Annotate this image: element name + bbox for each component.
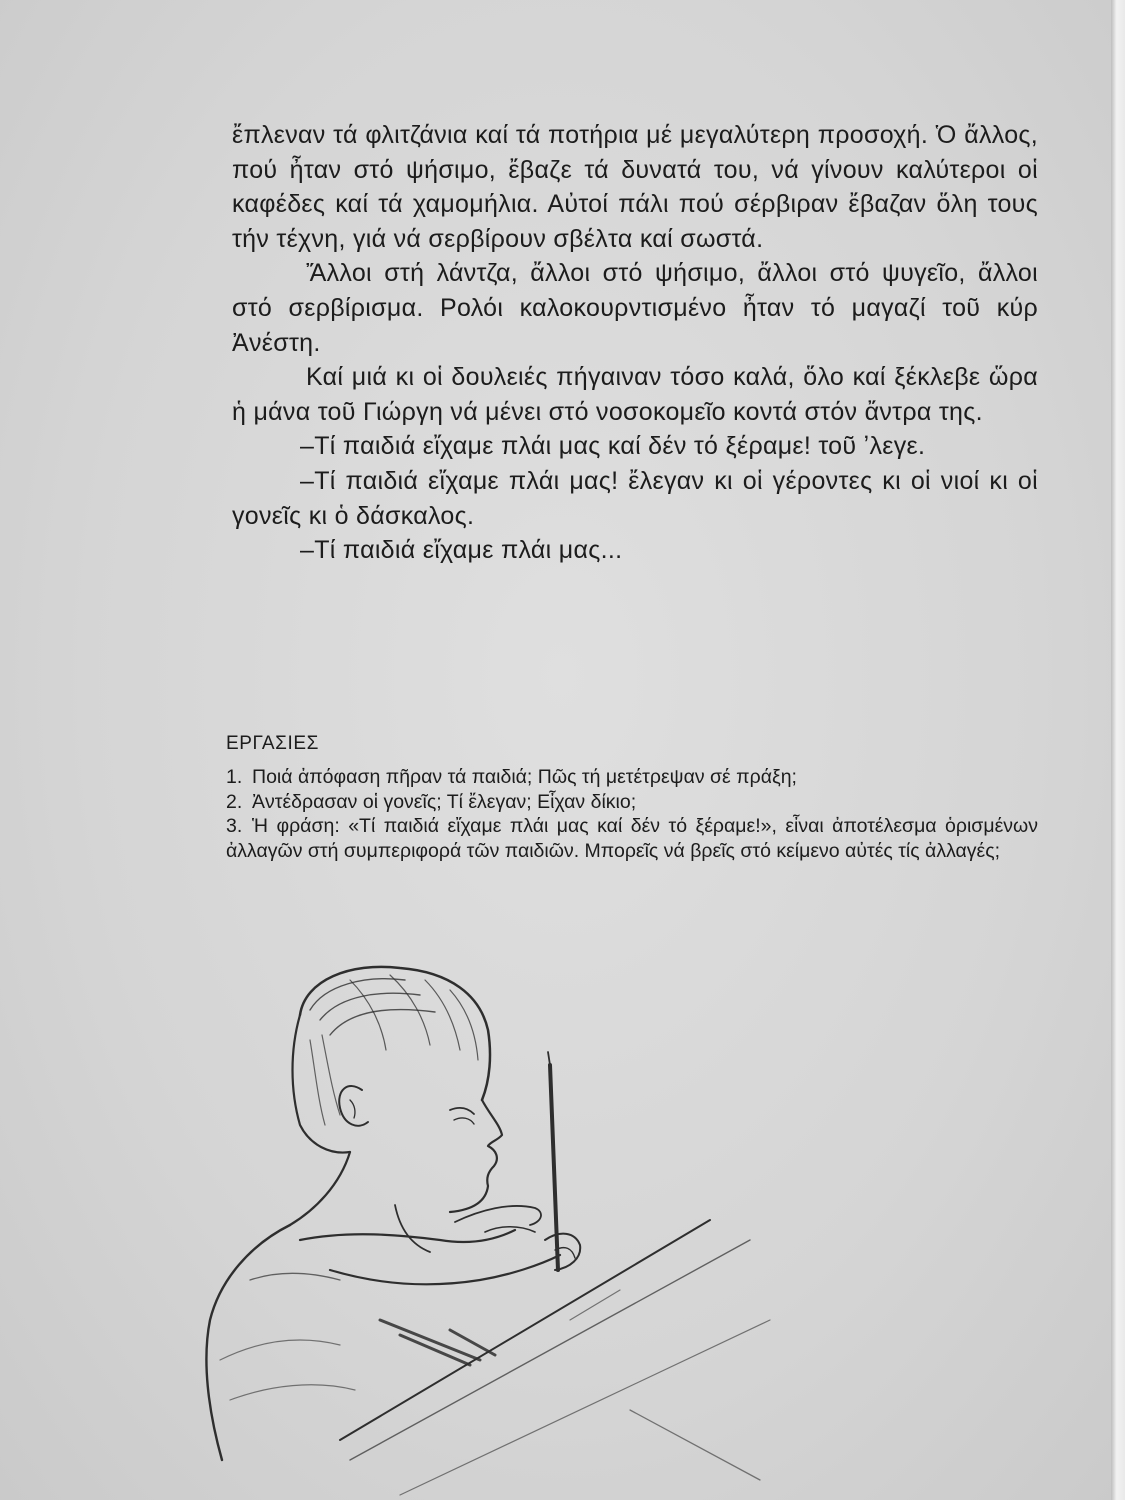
boy-pencil-sketch (150, 940, 930, 1500)
story-paragraph: Καί μιά κι οἱ δουλειές πήγαιναν τόσο καλά, ὅλο καί ξέκλεβε ὥρα ἡ μάνα τοῦ Γιώργη νά μένει στό νοσοκομεῖο κοντά στόν ἄντρα της. (232, 363, 1038, 426)
exercise-text: Ποιά ἀπόφαση πῆραν τά παιδιά; Πῶς τή μετέτρεψαν σέ πράξη; (252, 766, 797, 788)
exercise-item (226, 790, 1038, 815)
exercise-number: 2. (226, 790, 243, 813)
dialogue-line: –Τί παιδιά εἴχαμε πλάι μας καί δέν τό ξέραμε! τοῦ ʼλεγε. (300, 432, 926, 461)
exercise-number: 1. (226, 766, 243, 788)
story-paragraph: ἔπλεναν τά φλιτζάνια καί τά ποτήρια μέ μεγαλύτερη προσοχή. Ὁ ἄλλος, πού ἦταν στό ψήσιμο, ἔβαζε τά δυνατά του, νά γίνουν καλύτεροι οἱ καφέδες καί τά χαμομήλια. Αὐτοί πάλι πού σέρβιραν ἔβαζαν ὅλη τους τήν τέχνη, γιά νά σερβίρουν σβέλτα καί σωστά. (232, 121, 1038, 253)
exercise-number: 3. (226, 815, 243, 837)
page-edge (1111, 0, 1125, 1500)
dialogue-line: –Τί παιδιά εἴχαμε πλάι μας! ἔλεγαν κι οἱ γέροντες κι οἱ νιοί κι οἱ γονεῖς κι ὁ δάσκαλος. (232, 466, 1038, 530)
story-text (232, 118, 1038, 568)
story-paragraph: Ἄλλοι στή λάντζα, ἄλλοι στό ψήσιμο, ἄλλοι στό ψυγεῖο, ἄλλοι στό σερβίρισμα. Ρολόι καλοκουρντισμένο ἦταν τό μαγαζί τοῦ κύρ Ἀνέστη. (232, 259, 1038, 357)
exercise-text: Ἡ φράση: «Τί παιδιά εἴχαμε πλάι μας καί δέν τό ξέραμε!», εἶναι ἀποτέλεσμα ὁρισμένων ἀλλαγῶν στή συμπεριφορά τῶν παιδιῶν. Μπορεῖς νά βρεῖς στό κείμενο αὐτές τίς ἀλλαγές; (226, 815, 1038, 862)
exercises-heading: ΕΡΓΑΣΙΕΣ (226, 733, 319, 754)
exercises-list (226, 765, 1038, 863)
exercise-item (226, 814, 1038, 863)
dialogue-line: –Τί παιδιά εἴχαμε πλάι μας... (300, 536, 623, 565)
exercises-section (226, 732, 1038, 863)
exercise-item (226, 765, 1038, 790)
exercise-text: Ἀντέδρασαν οἱ γονεῖς; Τί ἔλεγαν; Εἶχαν δίκιο; (252, 790, 637, 813)
